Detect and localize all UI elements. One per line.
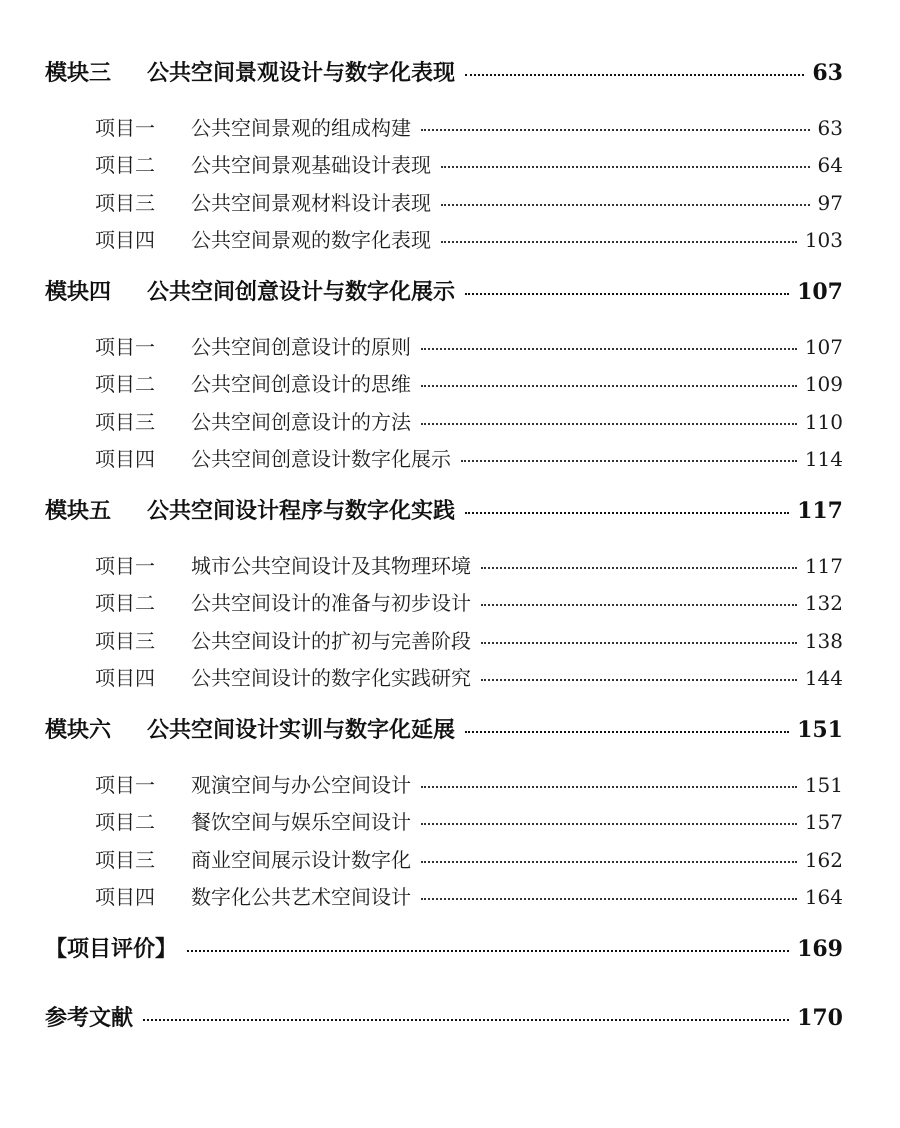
project-label: 项目四 — [95, 447, 155, 471]
module-title: 公共空间景观设计与数字化表现 — [147, 60, 456, 86]
module-title: 公共空间设计实训与数字化延展 — [147, 717, 456, 743]
project-label: 项目一 — [95, 554, 155, 578]
dot-leader — [441, 152, 810, 172]
page-number: 117 — [797, 498, 843, 524]
toc-section-entry[interactable] — [45, 932, 843, 963]
page-number: 110 — [804, 410, 843, 434]
section-title: 参考文献 — [45, 1005, 134, 1031]
page-number: 138 — [804, 629, 843, 653]
dot-leader — [187, 934, 789, 956]
dot-leader — [421, 884, 797, 904]
project-label: 项目三 — [95, 629, 155, 653]
project-label: 项目二 — [95, 591, 155, 615]
toc-project-entry[interactable] — [95, 806, 843, 835]
dot-leader — [481, 590, 797, 610]
dot-leader — [465, 277, 789, 299]
project-title: 公共空间创意设计的原则 — [191, 335, 411, 359]
page-number: 164 — [804, 885, 843, 909]
project-title: 公共空间创意设计的方法 — [191, 410, 411, 434]
page-number: 157 — [804, 810, 843, 834]
page-number: 97 — [817, 191, 843, 215]
toc-module-entry[interactable] — [45, 713, 843, 744]
project-title: 公共空间设计的数字化实践研究 — [191, 666, 471, 690]
dot-leader — [441, 190, 810, 210]
toc-project-entry[interactable] — [95, 881, 843, 910]
project-label: 项目三 — [95, 848, 155, 872]
toc-project-entry[interactable] — [95, 662, 843, 691]
project-title: 公共空间设计的扩初与完善阶段 — [191, 629, 471, 653]
dot-leader — [421, 115, 810, 135]
project-title: 公共空间景观的组成构建 — [191, 116, 411, 140]
dot-leader — [421, 371, 797, 391]
project-label: 项目三 — [95, 191, 155, 215]
toc-project-entry[interactable] — [95, 769, 843, 798]
project-label: 项目二 — [95, 810, 155, 834]
page-number: 63 — [817, 116, 843, 140]
dot-leader — [481, 628, 797, 648]
page-number: 103 — [804, 228, 843, 252]
page-number: 151 — [804, 773, 843, 797]
project-title: 数字化公共艺术空间设计 — [191, 885, 411, 909]
dot-leader — [481, 665, 797, 685]
page-number: 114 — [804, 447, 843, 471]
toc-project-entry[interactable] — [95, 331, 843, 360]
project-label: 项目二 — [95, 372, 155, 396]
module-label: 模块三 — [45, 60, 112, 86]
module-label: 模块四 — [45, 279, 112, 305]
dot-leader — [465, 715, 789, 737]
project-title: 公共空间创意设计的思维 — [191, 372, 411, 396]
toc-project-entry[interactable] — [95, 625, 843, 654]
dot-leader — [461, 446, 797, 466]
dot-leader — [421, 772, 797, 792]
project-title: 公共空间景观材料设计表现 — [191, 191, 431, 215]
toc-module-entry[interactable] — [45, 494, 843, 525]
page-number: 107 — [804, 335, 843, 359]
page-number: 144 — [804, 666, 843, 690]
dot-leader — [465, 58, 804, 80]
toc-module-entry[interactable] — [45, 56, 843, 87]
project-title: 公共空间创意设计数字化展示 — [191, 447, 451, 471]
toc-project-entry[interactable] — [95, 844, 843, 873]
toc-project-entry[interactable] — [95, 368, 843, 397]
dot-leader — [441, 227, 797, 247]
project-title: 餐饮空间与娱乐空间设计 — [191, 810, 411, 834]
project-title: 公共空间景观基础设计表现 — [191, 153, 431, 177]
page-number: 107 — [797, 279, 843, 305]
project-label: 项目一 — [95, 116, 155, 140]
project-label: 项目四 — [95, 228, 155, 252]
project-title: 公共空间设计的准备与初步设计 — [191, 591, 471, 615]
page-number: 117 — [804, 554, 843, 578]
page-number: 151 — [797, 717, 843, 743]
dot-leader — [481, 553, 797, 573]
toc-module-entry[interactable] — [45, 275, 843, 306]
project-label: 项目三 — [95, 410, 155, 434]
project-label: 项目四 — [95, 666, 155, 690]
toc-project-entry[interactable] — [95, 187, 843, 216]
project-title: 城市公共空间设计及其物理环境 — [191, 554, 471, 578]
project-label: 项目四 — [95, 885, 155, 909]
page-number: 109 — [804, 372, 843, 396]
page-number: 162 — [804, 848, 843, 872]
project-label: 项目一 — [95, 773, 155, 797]
toc-project-entry[interactable] — [95, 224, 843, 253]
module-title: 公共空间设计程序与数字化实践 — [147, 498, 456, 524]
page-number: 169 — [797, 936, 843, 962]
module-label: 模块六 — [45, 717, 112, 743]
project-label: 项目一 — [95, 335, 155, 359]
toc-project-entry[interactable] — [95, 406, 843, 435]
toc-project-entry[interactable] — [95, 112, 843, 141]
dot-leader — [421, 334, 797, 354]
dot-leader — [143, 1003, 789, 1025]
toc-section-entry[interactable] — [45, 1001, 843, 1032]
page-number: 132 — [804, 591, 843, 615]
dot-leader — [421, 809, 797, 829]
module-label: 模块五 — [45, 498, 112, 524]
toc-project-entry[interactable] — [95, 149, 843, 178]
page-number: 63 — [812, 60, 843, 86]
page-number: 64 — [817, 153, 843, 177]
project-title: 公共空间景观的数字化表现 — [191, 228, 431, 252]
project-title: 商业空间展示设计数字化 — [191, 848, 411, 872]
project-title: 观演空间与办公空间设计 — [191, 773, 411, 797]
toc-project-entry[interactable] — [95, 587, 843, 616]
toc-project-entry[interactable] — [95, 443, 843, 472]
dot-leader — [421, 847, 797, 867]
page-number: 170 — [797, 1005, 843, 1031]
module-title: 公共空间创意设计与数字化展示 — [147, 279, 456, 305]
toc-project-entry[interactable] — [95, 550, 843, 579]
dot-leader — [465, 496, 789, 518]
dot-leader — [421, 409, 797, 429]
project-label: 项目二 — [95, 153, 155, 177]
section-title: 【项目评价】 — [45, 936, 178, 962]
